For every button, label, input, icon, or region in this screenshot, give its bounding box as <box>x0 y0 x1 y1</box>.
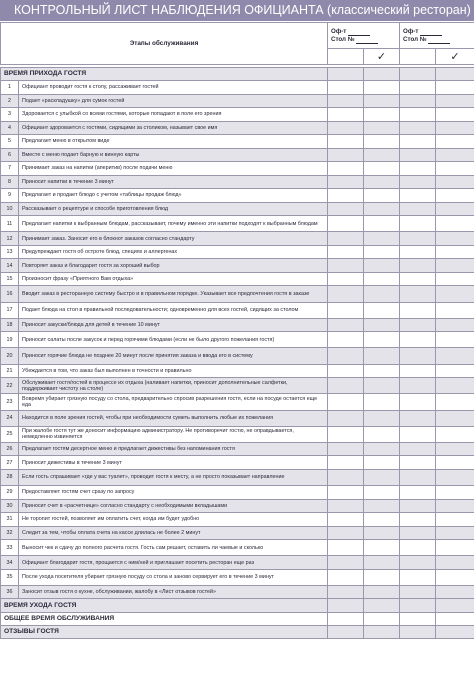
value-cell[interactable] <box>328 612 364 625</box>
step-text: Вовремя убирает грязную посуду со стола, предварительно спросив разрешения гостя, если на посуде остается еще еда <box>19 394 328 410</box>
section-row-arrival <box>1 68 474 81</box>
step-number: 4 <box>1 121 19 135</box>
value-cell[interactable] <box>364 302 400 318</box>
value-cell[interactable] <box>328 394 364 410</box>
table-row <box>1 175 474 189</box>
step-text: Предлагает гостям десертное меню и предлагает дижестивы без напоминания гостя <box>19 442 328 456</box>
value-cell[interactable] <box>364 426 400 442</box>
value-cell[interactable] <box>436 94 474 108</box>
value-cell[interactable] <box>400 625 436 638</box>
value-cell[interactable] <box>400 302 436 318</box>
value-cell[interactable] <box>400 364 436 378</box>
value-cell[interactable] <box>400 486 436 500</box>
value-cell[interactable] <box>400 68 436 81</box>
section-row-feedback <box>1 625 474 638</box>
value-cell[interactable] <box>436 108 474 122</box>
step-number: 16 <box>1 286 19 302</box>
value-cell[interactable] <box>364 585 400 599</box>
value-cell[interactable] <box>328 202 364 216</box>
step-text: Обслуживает гостя/гостей в процессе их отдыха (наливает напитки, приносит дополнительные салфетки, поддерживает чистоту на столе) <box>19 378 328 394</box>
value-cell[interactable] <box>364 348 400 364</box>
table-row <box>1 378 474 394</box>
table-row <box>1 202 474 216</box>
value-cell[interactable] <box>436 332 474 348</box>
value-cell[interactable] <box>436 394 474 410</box>
table-row <box>1 286 474 302</box>
value-cell[interactable] <box>364 625 400 638</box>
value-cell[interactable] <box>328 526 364 540</box>
value-cell[interactable] <box>364 486 400 500</box>
value-cell[interactable] <box>328 68 364 81</box>
step-number: 26 <box>1 442 19 456</box>
value-cell[interactable] <box>364 94 400 108</box>
value-cell[interactable] <box>364 556 400 570</box>
step-text: Предоставляет гостям счет сразу по запросу <box>19 486 328 500</box>
value-cell[interactable] <box>400 540 436 556</box>
value-cell[interactable] <box>436 286 474 302</box>
value-cell[interactable] <box>436 259 474 273</box>
value-cell[interactable] <box>364 108 400 122</box>
value-cell[interactable] <box>328 302 364 318</box>
value-cell[interactable] <box>400 108 436 122</box>
table-row <box>1 216 474 232</box>
value-cell[interactable] <box>328 121 364 135</box>
value-cell[interactable] <box>436 513 474 527</box>
step-number: 12 <box>1 232 19 246</box>
value-cell[interactable] <box>364 318 400 332</box>
value-cell[interactable] <box>364 286 400 302</box>
value-cell[interactable] <box>328 135 364 149</box>
waiter-2-header <box>400 23 474 49</box>
value-cell[interactable] <box>400 259 436 273</box>
step-text: Находится в поле зрения гостей, чтобы при необходимости суметь выполнить любые их пожелания <box>19 410 328 426</box>
value-cell[interactable] <box>400 272 436 286</box>
step-number: 23 <box>1 394 19 410</box>
table-row <box>1 272 474 286</box>
value-cell[interactable] <box>400 245 436 259</box>
value-cell[interactable] <box>400 526 436 540</box>
value-cell[interactable] <box>328 486 364 500</box>
value-cell[interactable] <box>364 135 400 149</box>
step-text: Предлагает меню в открытом виде <box>19 135 328 149</box>
value-cell[interactable] <box>364 456 400 470</box>
table-row <box>1 348 474 364</box>
step-text: Здоровается с улыбкой со всеми гостями, которые попадают в поле его зрения <box>19 108 328 122</box>
value-cell[interactable] <box>436 232 474 246</box>
value-cell[interactable] <box>328 189 364 203</box>
table-row <box>1 469 474 485</box>
value-cell[interactable] <box>364 364 400 378</box>
value-cell[interactable] <box>400 94 436 108</box>
value-cell[interactable] <box>436 148 474 162</box>
value-cell[interactable] <box>436 585 474 599</box>
table-row <box>1 426 474 442</box>
value-cell[interactable] <box>436 486 474 500</box>
value-cell[interactable] <box>436 364 474 378</box>
table-row <box>1 585 474 599</box>
step-number: 21 <box>1 364 19 378</box>
value-cell[interactable] <box>364 469 400 485</box>
value-cell[interactable] <box>436 318 474 332</box>
step-number: 6 <box>1 148 19 162</box>
step-text: Подает блюда на стол в правильной последовательности; одновременно для всех гостей, сидящих за столом <box>19 302 328 318</box>
value-cell[interactable] <box>400 121 436 135</box>
value-cell[interactable] <box>364 378 400 394</box>
value-cell[interactable] <box>436 302 474 318</box>
value-cell[interactable] <box>436 378 474 394</box>
table-2-blank[interactable] <box>428 38 450 44</box>
section-departure-label: ВРЕМЯ УХОДА ГОСТЯ <box>1 599 328 612</box>
value-cell[interactable] <box>400 599 436 612</box>
value-cell[interactable] <box>436 202 474 216</box>
value-cell[interactable] <box>436 121 474 135</box>
value-cell[interactable] <box>436 540 474 556</box>
value-cell[interactable] <box>364 189 400 203</box>
checklist-table <box>0 22 474 639</box>
step-number: 10 <box>1 202 19 216</box>
step-number: 25 <box>1 426 19 442</box>
value-cell[interactable] <box>436 499 474 513</box>
value-cell[interactable] <box>400 286 436 302</box>
step-text: Подает «раскладушку» для сумок гостей <box>19 94 328 108</box>
step-number: 29 <box>1 486 19 500</box>
step-text: Приносит салаты после закусок и перед горячими блюдами (если не было другого пожелания гостя) <box>19 332 328 348</box>
step-number: 17 <box>1 302 19 318</box>
step-number: 3 <box>1 108 19 122</box>
table-row <box>1 394 474 410</box>
value-cell[interactable] <box>400 148 436 162</box>
value-cell[interactable] <box>436 599 474 612</box>
value-cell[interactable] <box>400 318 436 332</box>
table-row <box>1 189 474 203</box>
step-number: 30 <box>1 499 19 513</box>
value-cell[interactable] <box>364 442 400 456</box>
step-text: Приносит дижестивы в течение 3 минут <box>19 456 328 470</box>
value-cell[interactable] <box>364 121 400 135</box>
value-cell[interactable] <box>364 569 400 585</box>
check-mark-icon[interactable]: ✓ <box>364 49 400 65</box>
step-number: 32 <box>1 526 19 540</box>
value-cell[interactable] <box>328 499 364 513</box>
step-text: Приносит горячие блюда не позднее 20 минут после принятия заказа и ввода его в систему <box>19 348 328 364</box>
value-cell[interactable] <box>400 189 436 203</box>
step-number: 36 <box>1 585 19 599</box>
value-cell[interactable] <box>328 245 364 259</box>
step-number: 8 <box>1 175 19 189</box>
step-text: При жалобе гостя тут же доносит информацию администратору. Не противоречит гостю, не оправдывается, немедленно извиняется <box>19 426 328 442</box>
step-number: 13 <box>1 245 19 259</box>
step-number: 7 <box>1 162 19 176</box>
table-row <box>1 259 474 273</box>
value-cell[interactable] <box>328 108 364 122</box>
value-cell[interactable] <box>328 332 364 348</box>
table-row <box>1 499 474 513</box>
value-cell[interactable] <box>400 426 436 442</box>
value-cell[interactable] <box>436 135 474 149</box>
value-cell[interactable] <box>400 456 436 470</box>
value-cell[interactable] <box>436 189 474 203</box>
value-cell[interactable] <box>364 216 400 232</box>
check-mark-icon[interactable]: ✓ <box>436 49 474 65</box>
value-cell[interactable] <box>328 556 364 570</box>
waiter-1-header <box>328 23 400 49</box>
table-2-label: Стол № <box>403 35 427 43</box>
value-cell[interactable] <box>436 245 474 259</box>
header-row <box>1 23 474 49</box>
step-number: 1 <box>1 81 19 95</box>
value-cell[interactable] <box>400 216 436 232</box>
value-cell[interactable] <box>400 202 436 216</box>
step-text: Официант проводит гостя к столу, рассаживает гостей <box>19 81 328 95</box>
step-number: 11 <box>1 216 19 232</box>
value-cell[interactable] <box>436 272 474 286</box>
table-row <box>1 245 474 259</box>
value-cell[interactable] <box>364 259 400 273</box>
step-text: Предлагает и продает блюдо с учетом «таблицы продаж блюд» <box>19 189 328 203</box>
value-cell[interactable] <box>364 232 400 246</box>
value-cell[interactable] <box>436 569 474 585</box>
value-cell[interactable] <box>364 272 400 286</box>
step-text: Вместе с меню подает барную и винную карты <box>19 148 328 162</box>
value-cell[interactable] <box>400 410 436 426</box>
value-cell[interactable] <box>436 456 474 470</box>
table-row <box>1 364 474 378</box>
step-text: Заносит отзыв гостя о кухне, обслуживании, жалобу в «Лист отзывов гостей» <box>19 585 328 599</box>
value-cell[interactable] <box>400 394 436 410</box>
value-cell[interactable] <box>328 540 364 556</box>
table-row <box>1 94 474 108</box>
step-text: Повторяет заказ и благодарит гостя за хороший выбор <box>19 259 328 273</box>
step-text: Если гость спрашивает «где у вас туалет», проводит гостя к месту, а не просто показывает направление <box>19 469 328 485</box>
table-row <box>1 302 474 318</box>
table-row <box>1 569 474 585</box>
value-cell[interactable] <box>328 259 364 273</box>
value-cell[interactable] <box>436 81 474 95</box>
value-cell[interactable] <box>328 232 364 246</box>
value-cell[interactable] <box>328 513 364 527</box>
value-cell[interactable] <box>364 526 400 540</box>
step-number: 24 <box>1 410 19 426</box>
value-cell[interactable] <box>364 410 400 426</box>
value-cell[interactable] <box>328 162 364 176</box>
step-text: Выносит чек и сдачу до полного расчета гостя. Гость сам решает, оставить ли чаевые и сколько <box>19 540 328 556</box>
value-cell[interactable] <box>328 410 364 426</box>
table-1-label: Стол № <box>331 35 355 43</box>
step-number: 18 <box>1 318 19 332</box>
value-cell[interactable] <box>328 94 364 108</box>
value-cell[interactable] <box>436 526 474 540</box>
step-text: Следит за тем, чтобы оплата счета на кассе длилась не более 2 минут <box>19 526 328 540</box>
value-cell[interactable] <box>400 348 436 364</box>
value-cell[interactable] <box>436 612 474 625</box>
table-row <box>1 318 474 332</box>
step-text: Предупреждает гостя об остроте блюд, специях и аллергенах <box>19 245 328 259</box>
step-text: Произносит фразу «Приятного Вам отдыха» <box>19 272 328 286</box>
value-cell[interactable] <box>400 378 436 394</box>
step-text: Официант благодарит гостя, прощается с ним/ней и приглашает посетить ресторан еще раз <box>19 556 328 570</box>
value-cell[interactable] <box>364 148 400 162</box>
value-cell[interactable] <box>364 245 400 259</box>
table-row <box>1 456 474 470</box>
value-cell[interactable] <box>328 442 364 456</box>
step-text: Не торопит гостей, позволяет им оплатить счет, когда им будет удобно <box>19 513 328 527</box>
table-row <box>1 148 474 162</box>
value-cell[interactable] <box>328 469 364 485</box>
step-text: Убеждается в том, что заказ был выполнен в точности и правильно <box>19 364 328 378</box>
table-row <box>1 513 474 527</box>
value-cell[interactable] <box>364 162 400 176</box>
value-cell[interactable] <box>328 286 364 302</box>
value-cell[interactable] <box>436 556 474 570</box>
value-cell[interactable] <box>400 81 436 95</box>
value-cell[interactable] <box>436 410 474 426</box>
value-cell[interactable] <box>400 585 436 599</box>
step-text: Рассказывает о рецептуре и способе приготовления блюд <box>19 202 328 216</box>
value-cell[interactable] <box>328 426 364 442</box>
step-text: Вводит заказ в ресторанную систему быстро и в правильном порядке. Указывает все предпочтения гостя в заказе <box>19 286 328 302</box>
value-cell[interactable] <box>364 394 400 410</box>
step-number: 33 <box>1 540 19 556</box>
value-cell[interactable] <box>364 175 400 189</box>
step-text: Приносит закуски/блюда для детей в течение 10 минут <box>19 318 328 332</box>
section-total-time-label: ОБЩЕЕ ВРЕМЯ ОБСЛУЖИВАНИЯ <box>1 612 328 625</box>
section-row-departure <box>1 599 474 612</box>
value-cell[interactable] <box>328 148 364 162</box>
value-cell[interactable] <box>400 469 436 485</box>
value-cell[interactable] <box>436 469 474 485</box>
value-cell[interactable] <box>400 569 436 585</box>
value-cell[interactable] <box>436 162 474 176</box>
value-cell[interactable] <box>364 612 400 625</box>
value-cell[interactable] <box>328 456 364 470</box>
table-row <box>1 332 474 348</box>
step-number: 19 <box>1 332 19 348</box>
step-text: После ухода посетителя убирает грязную посуду со стола и заново сервирует его в течение 3 минут <box>19 569 328 585</box>
table-row <box>1 486 474 500</box>
value-cell[interactable] <box>436 175 474 189</box>
value-cell[interactable] <box>328 81 364 95</box>
table-1-blank[interactable] <box>356 38 378 44</box>
step-number: 15 <box>1 272 19 286</box>
value-cell[interactable] <box>400 612 436 625</box>
value-cell[interactable] <box>436 68 474 81</box>
step-text: Официант здоровается с гостями, сидящими за столиком, называет свое имя <box>19 121 328 135</box>
table-row <box>1 442 474 456</box>
value-cell[interactable] <box>328 272 364 286</box>
step-number: 22 <box>1 378 19 394</box>
table-row <box>1 410 474 426</box>
section-feedback-label: ОТЗЫВЫ ГОСТЯ <box>1 625 328 638</box>
step-text: Приносит напитки в течение 3 минут <box>19 175 328 189</box>
value-cell[interactable] <box>436 625 474 638</box>
value-cell[interactable] <box>400 175 436 189</box>
table-row <box>1 232 474 246</box>
value-cell[interactable] <box>328 569 364 585</box>
value-cell[interactable] <box>436 426 474 442</box>
value-cell[interactable] <box>328 216 364 232</box>
table-row <box>1 162 474 176</box>
check-cell[interactable] <box>400 49 436 65</box>
value-cell[interactable] <box>364 332 400 348</box>
value-cell[interactable] <box>328 348 364 364</box>
table-row <box>1 540 474 556</box>
step-number: 5 <box>1 135 19 149</box>
value-cell[interactable] <box>328 625 364 638</box>
step-text: Предлагает напитки к выбранным блюдам, рассказывает, почему именно эти напитки подходят к выбранным блюдам <box>19 216 328 232</box>
value-cell[interactable] <box>436 216 474 232</box>
table-row <box>1 108 474 122</box>
section-arrival-label: ВРЕМЯ ПРИХОДА ГОСТЯ <box>1 68 328 81</box>
step-number: 28 <box>1 469 19 485</box>
step-text: Принимает заказ на напитки (аперитив) после подачи меню <box>19 162 328 176</box>
table-row <box>1 556 474 570</box>
waiter-2-label: Оф-т <box>403 27 419 35</box>
step-number: 20 <box>1 348 19 364</box>
value-cell[interactable] <box>400 232 436 246</box>
value-cell[interactable] <box>328 585 364 599</box>
value-cell[interactable] <box>400 332 436 348</box>
stages-header: Этапы обслуживания <box>1 23 328 65</box>
value-cell[interactable] <box>400 499 436 513</box>
value-cell[interactable] <box>328 378 364 394</box>
value-cell[interactable] <box>364 81 400 95</box>
value-cell[interactable] <box>328 175 364 189</box>
table-row <box>1 121 474 135</box>
step-number: 2 <box>1 94 19 108</box>
step-number: 35 <box>1 569 19 585</box>
value-cell[interactable] <box>400 162 436 176</box>
table-row <box>1 135 474 149</box>
page-title: КОНТРОЛЬНЫЙ ЛИСТ НАБЛЮДЕНИЯ ОФИЦИАНТА (классический ресторан) <box>0 0 474 21</box>
step-number: 34 <box>1 556 19 570</box>
table-row <box>1 81 474 95</box>
value-cell[interactable] <box>364 513 400 527</box>
value-cell[interactable] <box>328 599 364 612</box>
value-cell[interactable] <box>364 202 400 216</box>
value-cell[interactable] <box>364 540 400 556</box>
value-cell[interactable] <box>400 556 436 570</box>
value-cell[interactable] <box>400 135 436 149</box>
value-cell[interactable] <box>400 442 436 456</box>
value-cell[interactable] <box>328 318 364 332</box>
value-cell[interactable] <box>436 348 474 364</box>
step-number: 9 <box>1 189 19 203</box>
step-number: 31 <box>1 513 19 527</box>
value-cell[interactable] <box>364 599 400 612</box>
table-row <box>1 526 474 540</box>
step-number: 14 <box>1 259 19 273</box>
value-cell[interactable] <box>364 68 400 81</box>
step-text: Приносит счет в «расчетнице» согласно стандарту с необходимыми вкладышами <box>19 499 328 513</box>
check-cell[interactable] <box>328 49 364 65</box>
value-cell[interactable] <box>436 442 474 456</box>
value-cell[interactable] <box>400 513 436 527</box>
step-number: 27 <box>1 456 19 470</box>
section-row-total-time <box>1 612 474 625</box>
step-text: Принимает заказ. Заносит его в блокнот заказов согласно стандарту <box>19 232 328 246</box>
waiter-1-label: Оф-т <box>331 27 347 35</box>
value-cell[interactable] <box>328 364 364 378</box>
value-cell[interactable] <box>364 499 400 513</box>
